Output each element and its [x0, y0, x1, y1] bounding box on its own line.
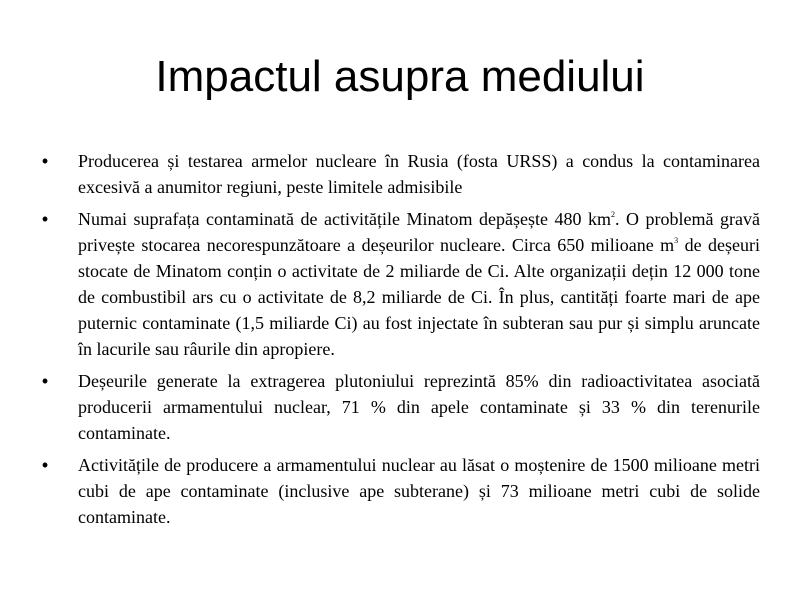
bullet-dot-icon [40, 206, 50, 232]
bullet-text-1: Producerea și testarea armelor nucleare în Rusia (fosta URSS) a condus la contaminarea excesivă a anumitor regiuni, peste limitele admisibile [78, 151, 760, 197]
bullet-dot-icon [40, 452, 50, 478]
bullet-dot-icon [40, 368, 50, 394]
bullet-list [40, 148, 760, 536]
bullet-text-2a: Numai suprafața contaminată de activitățile Minatom depășește 480 km [78, 209, 611, 229]
bullet-item-3 [40, 368, 760, 446]
bullet-text-2c: de deșeuri stocate de Minatom conțin o activitate de 2 miliarde de Ci. Alte organizații dețin 12 000 tone de combustibil ars cu o activitate de 8,2 miliarde de Ci. În plus, cantități foarte mari de ape puternic contaminate (1,5 miliarde Ci) au fost injectate în subteran sau pur și simplu aruncate în lacurile sau râurile din apropiere. [78, 235, 761, 359]
bullet-item-4 [40, 452, 760, 530]
superscript-squared: 2 [610, 210, 615, 219]
bullet-text-2b: . O problemă gravă privește stocarea necorespunzătoare a deșeurilor nucleare. Circa 650 milioane m [78, 209, 760, 255]
bullet-item-2 [40, 206, 760, 362]
bullet-dot-icon [40, 148, 50, 174]
superscript-cubed: 3 [674, 236, 679, 245]
bullet-text-4: Activitățile de producere a armamentului nuclear au lăsat o moștenire de 1500 milioane metri cubi de ape contaminate (inclusive ape subterane) și 73 milioane metri cubi de solide contaminate. [78, 455, 760, 527]
bullet-item-1 [40, 148, 760, 200]
bullet-text-3: Deșeurile generate la extragerea plutoniului reprezintă 85% din radioactivitatea asociată producerii armamentului nuclear, 71 % din apele contaminate și 33 % din terenurile contaminate. [78, 371, 760, 443]
slide-title: Impactul asupra mediului [155, 52, 645, 101]
